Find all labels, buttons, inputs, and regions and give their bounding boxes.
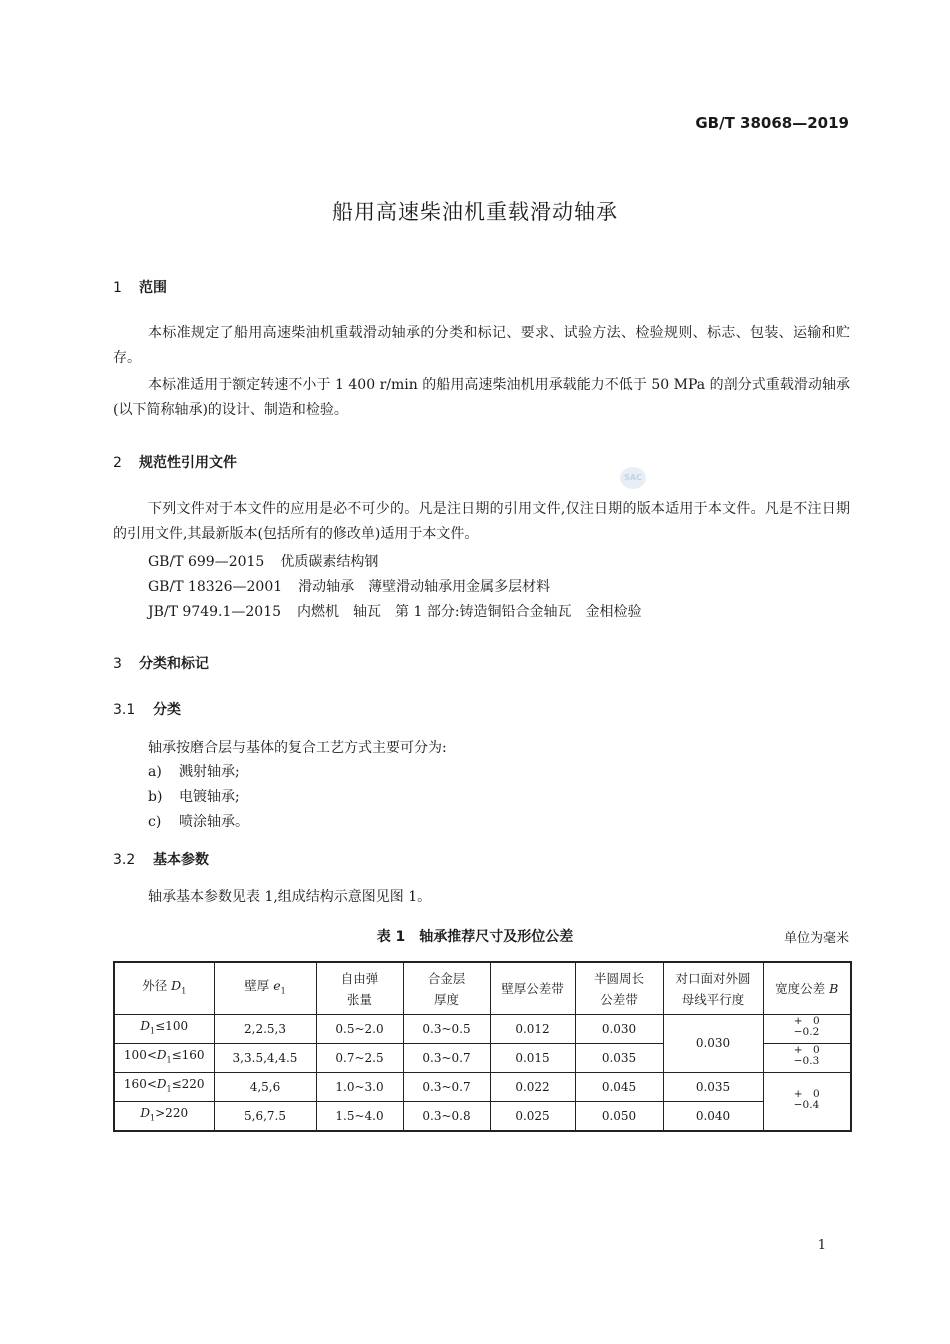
list-marker: c)	[148, 814, 162, 830]
header-parallelism: 对口面对外圆 母线平行度	[663, 962, 763, 1015]
section-3-2-intro: 轴承基本参数见表 1,组成结构示意图见图 1。	[148, 889, 432, 905]
header-width-tolerance: 宽度公差 B	[763, 962, 851, 1015]
section-number: 3.2	[113, 852, 136, 868]
cell-width-tolerance: + 0 −0.2	[763, 1015, 851, 1044]
reference-item	[148, 576, 550, 596]
table-header-row	[114, 962, 851, 1015]
cell-free-spread: 1.5~4.0	[316, 1102, 403, 1132]
cell-alloy-thickness: 0.3~0.8	[403, 1102, 490, 1132]
cell-parallelism: 0.030	[663, 1015, 763, 1073]
header-free-spread: 自由弹 张量	[316, 962, 403, 1015]
cell-half-circumference-tolerance: 0.035	[575, 1044, 663, 1073]
section-3-1-heading	[113, 699, 181, 719]
header-wall-tolerance: 壁厚公差带	[490, 962, 575, 1015]
section-1-paragraph-2: 本标准适用于额定转速不小于 1 400 r/min 的船用高速柴油机用承载能力不低于 50 MPa 的剖分式重载滑动轴承(以下简称轴承)的设计、制造和检验。	[113, 377, 850, 418]
cell-parallelism: 0.040	[663, 1102, 763, 1132]
reference-name: 内燃机 轴瓦 第 1 部分:铸造铜铅合金轴瓦 金相检验	[297, 604, 642, 620]
section-3-2-heading	[113, 849, 209, 869]
table-row	[114, 1015, 851, 1044]
header-alloy-thickness: 合金层 厚度	[403, 962, 490, 1015]
reference-code: GB/T 18326—2001	[148, 579, 283, 595]
cell-wall-thickness: 2,2.5,3	[214, 1015, 316, 1044]
cell-wall-tolerance: 0.015	[490, 1044, 575, 1073]
list-marker: a)	[148, 764, 162, 780]
cell-alloy-thickness: 0.3~0.5	[403, 1015, 490, 1044]
reference-name: 滑动轴承 薄壁滑动轴承用金属多层材料	[298, 579, 551, 595]
cell-wall-tolerance: 0.025	[490, 1102, 575, 1132]
section-title: 规范性引用文件	[139, 455, 237, 471]
reference-code: JB/T 9749.1—2015	[148, 604, 282, 620]
cell-free-spread: 1.0~3.0	[316, 1073, 403, 1102]
cell-free-spread: 0.5~2.0	[316, 1015, 403, 1044]
section-1-paragraph-1: 本标准规定了船用高速柴油机重载滑动轴承的分类和标记、要求、试验方法、检验规则、标志、包装、运输和贮存。	[113, 325, 850, 366]
list-text: 喷涂轴承。	[179, 814, 249, 830]
cell-wall-thickness: 5,6,7.5	[214, 1102, 316, 1132]
cell-wall-thickness: 4,5,6	[214, 1073, 316, 1102]
cell-half-circumference-tolerance: 0.050	[575, 1102, 663, 1132]
bearing-parameters-table	[113, 961, 852, 1132]
section-number: 2	[113, 455, 122, 471]
list-item	[148, 761, 240, 781]
standard-code: GB/T 38068—2019	[695, 114, 849, 132]
reference-name: 优质碳素结构钢	[280, 554, 379, 570]
cell-half-circumference-tolerance: 0.045	[575, 1073, 663, 1102]
cell-wall-tolerance: 0.022	[490, 1073, 575, 1102]
document-title: 船用高速柴油机重载滑动轴承	[332, 200, 618, 224]
header-half-circumference-tolerance: 半圆周长 公差带	[575, 962, 663, 1015]
section-number: 3.1	[113, 702, 136, 718]
section-number: 1	[113, 280, 122, 296]
list-text: 溅射轴承;	[179, 764, 240, 780]
section-title: 分类和标记	[139, 656, 209, 672]
reference-item	[148, 551, 378, 571]
header-outer-diameter: 外径 $D_1$	[114, 962, 214, 1015]
table-caption: 表 1 轴承推荐尺寸及形位公差	[376, 929, 574, 945]
cell-outer-diameter: $D_1>220$	[114, 1102, 214, 1132]
table-row	[114, 1073, 851, 1102]
section-2-paragraph-1: 下列文件对于本文件的应用是必不可少的。凡是注日期的引用文件,仅注日期的版本适用于本文件。凡是不注日期的引用文件,其最新版本(包括所有的修改单)适用于本文件。	[113, 501, 850, 542]
section-3-1-intro: 轴承按磨合层与基体的复合工艺方式主要可分为:	[148, 740, 447, 756]
cell-parallelism: 0.035	[663, 1073, 763, 1102]
list-item	[148, 811, 249, 831]
section-title: 基本参数	[153, 852, 209, 868]
reference-item	[148, 601, 642, 621]
cell-wall-tolerance: 0.012	[490, 1015, 575, 1044]
cell-width-tolerance: + 0 −0.3	[763, 1044, 851, 1073]
cell-alloy-thickness: 0.3~0.7	[403, 1044, 490, 1073]
table-row	[114, 1102, 851, 1132]
cell-width-tolerance: + 0 −0.4	[763, 1073, 851, 1132]
section-3-heading	[113, 653, 209, 673]
cell-outer-diameter: $D_1\le 100$	[114, 1015, 214, 1044]
list-text: 电镀轴承;	[179, 789, 240, 805]
section-2-heading	[113, 452, 237, 472]
reference-code: GB/T 699—2015	[148, 554, 265, 570]
section-title: 分类	[153, 702, 181, 718]
cell-outer-diameter: $160<D_1\le 220$	[114, 1073, 214, 1102]
cell-half-circumference-tolerance: 0.030	[575, 1015, 663, 1044]
list-marker: b)	[148, 789, 163, 805]
section-title: 范围	[139, 280, 167, 296]
list-item	[148, 786, 240, 806]
cell-outer-diameter: $100<D_1\le 160$	[114, 1044, 214, 1073]
header-wall-thickness: 壁厚 $e_1$	[214, 962, 316, 1015]
cell-wall-thickness: 3,3.5,4,4.5	[214, 1044, 316, 1073]
section-1-heading	[113, 277, 167, 297]
table-unit-note: 单位为毫米	[783, 931, 849, 946]
cell-alloy-thickness: 0.3~0.7	[403, 1073, 490, 1102]
sac-watermark-logo: SAC	[620, 467, 646, 489]
section-number: 3	[113, 656, 122, 672]
page-number: 1	[817, 1238, 826, 1253]
cell-free-spread: 0.7~2.5	[316, 1044, 403, 1073]
